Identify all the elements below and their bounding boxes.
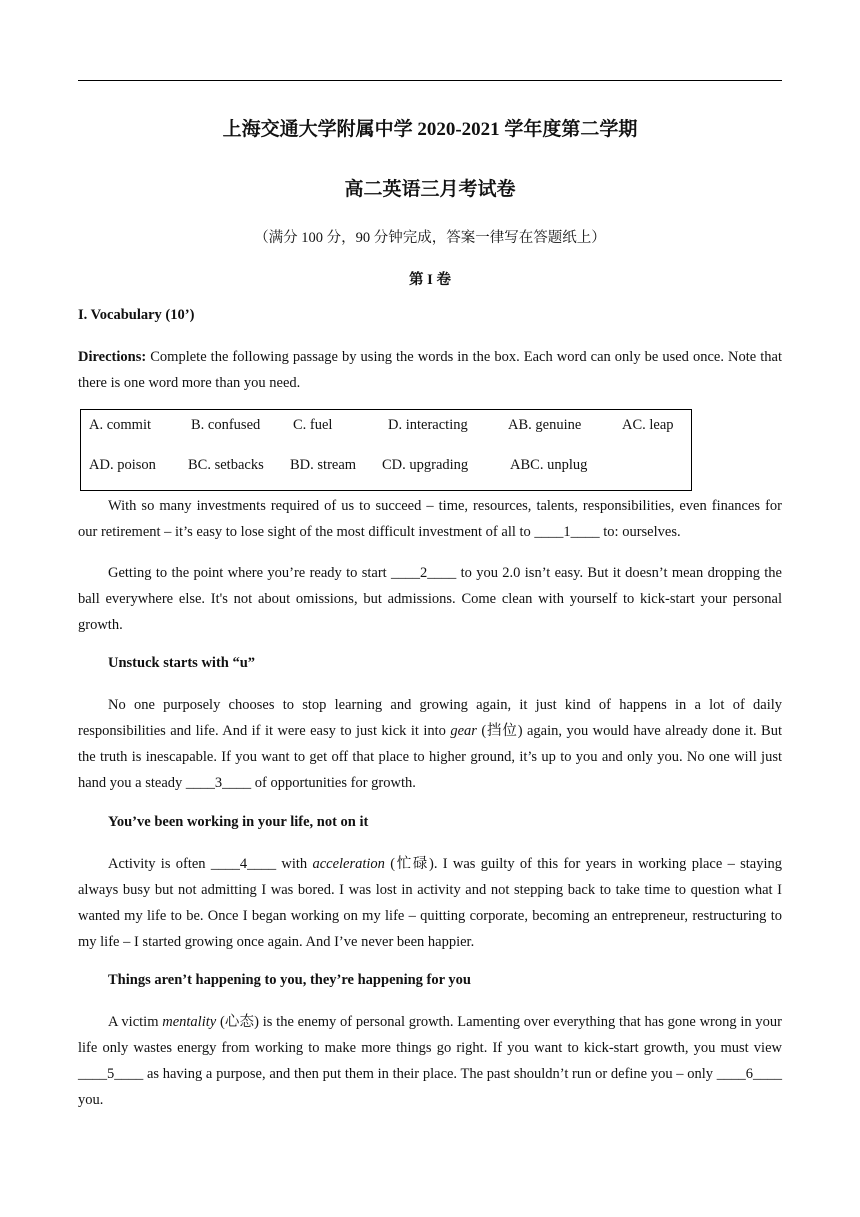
word-box	[80, 409, 692, 491]
word-option: B. confused	[191, 417, 261, 433]
school-term-title: 上海交通大学附属中学 2020-2021 学年度第二学期	[222, 119, 638, 140]
section-heading: I. Vocabulary (10’)	[78, 307, 195, 323]
word-option: AD. poison	[89, 457, 156, 473]
passage-paragraph-3: No one purposely chooses to stop learning and growing again, it just kind of happens in a lot of daily responsibilities and life. And if it were easy to just kick it into gear (挡位) again, you would have already done it. But the truth is inescapable. If you want to get off that place to higher ground, it’s up to you and only you. No one will just hand you a steady ____3____ of opportunities for growth.	[78, 697, 782, 791]
word-option: CD. upgrading	[382, 457, 469, 473]
passage-paragraph-4: Activity is often ____4____ with acceleration (忙碌). I was guilty of this for years in working place – staying always busy but not admitting I was bored. I was lost in activity and not stepping back to take time to question what I wanted my life to be. Once I began working on my life – quitting corporate, becoming an entrepreneur, restructuring to my life – I started growing once again. And I’ve never been happier.	[78, 856, 782, 950]
directions-text: Complete the following passage by using the words in the box. Each word can only be used once. Note that there is one word more than you need.	[78, 349, 782, 391]
word-option: ABC. unplug	[510, 457, 588, 473]
word-option: C. fuel	[293, 417, 333, 433]
directions-label: Directions:	[78, 349, 147, 365]
word-option: AB. genuine	[508, 417, 582, 433]
passage-paragraph-2: Getting to the point where you’re ready to start ____2____ to you 2.0 isn’t easy. But it doesn’t mean dropping the ball everywhere else. It's not about omissions, but admissions. Come clean with yourself to kick-start your personal growth.	[78, 565, 782, 633]
word-option: AC. leap	[622, 417, 674, 433]
word-option: A. commit	[89, 417, 152, 433]
word-option: BD. stream	[290, 457, 357, 473]
passage-paragraph-5: A victim mentality (心态) is the enemy of personal growth. Lamenting over everything that has gone wrong in your life only wastes energy from working to make more things go right. If you want to kick-start growth, you must view ____5____ as having a purpose, and then put them in their place. The past shouldn’t run or define you – only ____6____ you.	[78, 1014, 782, 1108]
word-option: BC. setbacks	[188, 457, 264, 473]
subheading-1: Unstuck starts with “u”	[108, 655, 256, 671]
exam-title: 高二英语三月考试卷	[344, 179, 516, 200]
header-rule	[78, 80, 782, 81]
volume-label: 第 I 卷	[409, 272, 451, 288]
passage-paragraph-1: With so many investments required of us to succeed – time, resources, talents, responsibilities, even finances for our retirement – it’s easy to lose sight of the most difficult investment of all to ____1____ to: ourselves.	[78, 498, 782, 540]
directions	[78, 344, 782, 396]
exam-note: （满分 100 分，90 分钟完成，答案一律写在答题纸上）	[254, 230, 606, 246]
subheading-3: Things aren’t happening to you, they’re happening for you	[108, 972, 471, 988]
subheading-2: You’ve been working in your life, not on it	[108, 814, 369, 830]
word-option: D. interacting	[388, 417, 468, 433]
